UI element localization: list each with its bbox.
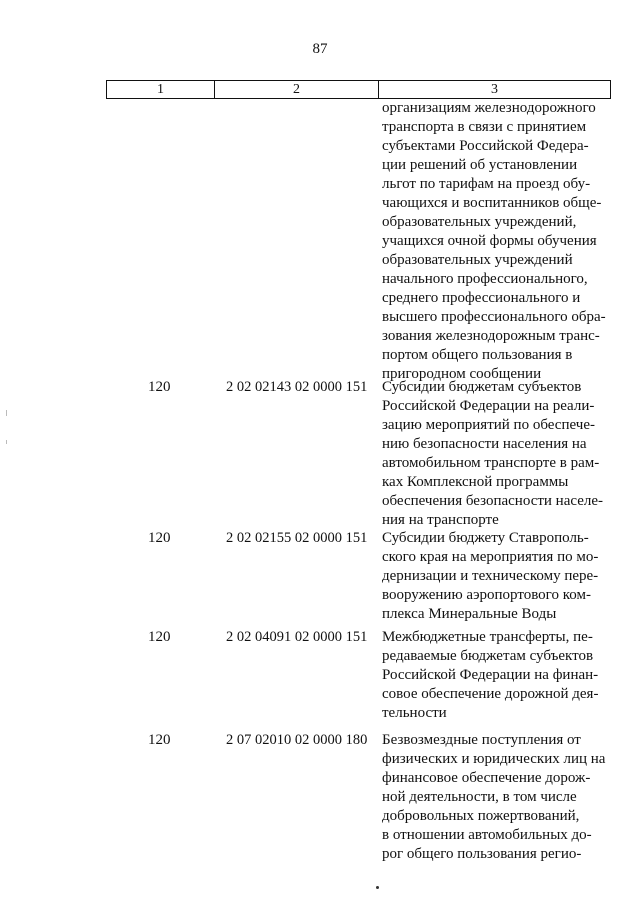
description-line: организациям железнодорожного bbox=[382, 100, 596, 116]
column-header-2: 2 bbox=[215, 81, 379, 98]
description-line: образовательных учреждений, bbox=[382, 214, 577, 230]
description-line: автомобильном транспорте в рам- bbox=[382, 455, 600, 471]
description-line: нию безопасности населения на bbox=[382, 436, 587, 452]
description-line: Межбюджетные трансферты, пе- bbox=[382, 629, 593, 645]
admin-code: 120 bbox=[148, 530, 171, 546]
description-line: высшего профессионального обра- bbox=[382, 309, 606, 325]
scan-artifact bbox=[6, 410, 7, 416]
row-description bbox=[382, 731, 604, 864]
description-line: физических и юридических лиц на bbox=[382, 751, 606, 767]
description-line: зования железнодорожным транс- bbox=[382, 328, 600, 344]
description-line: в отношении автомобильных до- bbox=[382, 827, 592, 843]
description-line: финансовое обеспечение дорож- bbox=[382, 770, 591, 786]
row-description bbox=[382, 378, 604, 530]
description-line: Безвозмездные поступления от bbox=[382, 732, 581, 748]
description-line: совое обеспечение дорожной дея- bbox=[382, 686, 599, 702]
description-line: обеспечения безопасности населе- bbox=[382, 493, 604, 509]
description-line: дернизации и техническому пере- bbox=[382, 568, 599, 584]
description-line: редаваемые бюджетам субъектов bbox=[382, 648, 594, 664]
row-description bbox=[382, 529, 604, 624]
admin-code: 120 bbox=[148, 379, 171, 395]
description-line: тельности bbox=[382, 705, 447, 721]
revenue-code: 2 07 02010 02 0000 180 bbox=[226, 732, 368, 748]
description-line: учащихся очной формы обучения bbox=[382, 233, 597, 249]
description-line: льгот по тарифам на проезд обу- bbox=[382, 176, 591, 192]
description-line: портом общего пользования в bbox=[382, 347, 573, 363]
revenue-code: 2 02 04091 02 0000 151 bbox=[226, 629, 368, 645]
admin-code: 120 bbox=[148, 732, 171, 748]
description-line: Российской Федерации на реали- bbox=[382, 398, 595, 414]
page-number: 87 bbox=[312, 41, 328, 57]
scan-artifact bbox=[6, 440, 7, 444]
scan-artifact bbox=[376, 886, 379, 889]
description-line: начального профессионального, bbox=[382, 271, 588, 287]
description-line: Субсидии бюджету Ставрополь- bbox=[382, 530, 589, 546]
row-description bbox=[382, 628, 604, 723]
revenue-code: 2 02 02143 02 0000 151 bbox=[226, 379, 368, 395]
description-line: рог общего пользования регио- bbox=[382, 846, 582, 862]
column-header-3: 3 bbox=[491, 82, 498, 97]
description-line: пригородном сообщении bbox=[382, 366, 542, 382]
description-line: ках Комплексной программы bbox=[382, 474, 569, 490]
table-column-header bbox=[106, 80, 611, 99]
description-line: чающихся и воспитанников обще- bbox=[382, 195, 602, 211]
row-description bbox=[382, 99, 604, 384]
description-line: плекса Минеральные Воды bbox=[382, 606, 557, 622]
description-line: среднего профессионального и bbox=[382, 290, 581, 306]
description-line: зацию мероприятий по обеспече- bbox=[382, 417, 595, 433]
description-line: вооружению аэропортового ком- bbox=[382, 587, 591, 603]
revenue-code: 2 02 02155 02 0000 151 bbox=[226, 530, 368, 546]
description-line: субъектами Российской Федера- bbox=[382, 138, 589, 154]
column-header-1: 1 bbox=[107, 81, 215, 98]
description-line: Субсидии бюджетам субъектов bbox=[382, 379, 582, 395]
description-line: Российской Федерации на финан- bbox=[382, 667, 599, 683]
description-line: ной деятельности, в том числе bbox=[382, 789, 577, 805]
description-line: ского края на мероприятия по мо- bbox=[382, 549, 599, 565]
description-line: добровольных пожертвований, bbox=[382, 808, 580, 824]
admin-code: 120 bbox=[148, 629, 171, 645]
description-line: образовательных учреждений bbox=[382, 252, 573, 268]
description-line: транспорта в связи с принятием bbox=[382, 119, 587, 135]
description-line: ции решений об установлении bbox=[382, 157, 578, 173]
description-line: ния на транспорте bbox=[382, 512, 499, 528]
